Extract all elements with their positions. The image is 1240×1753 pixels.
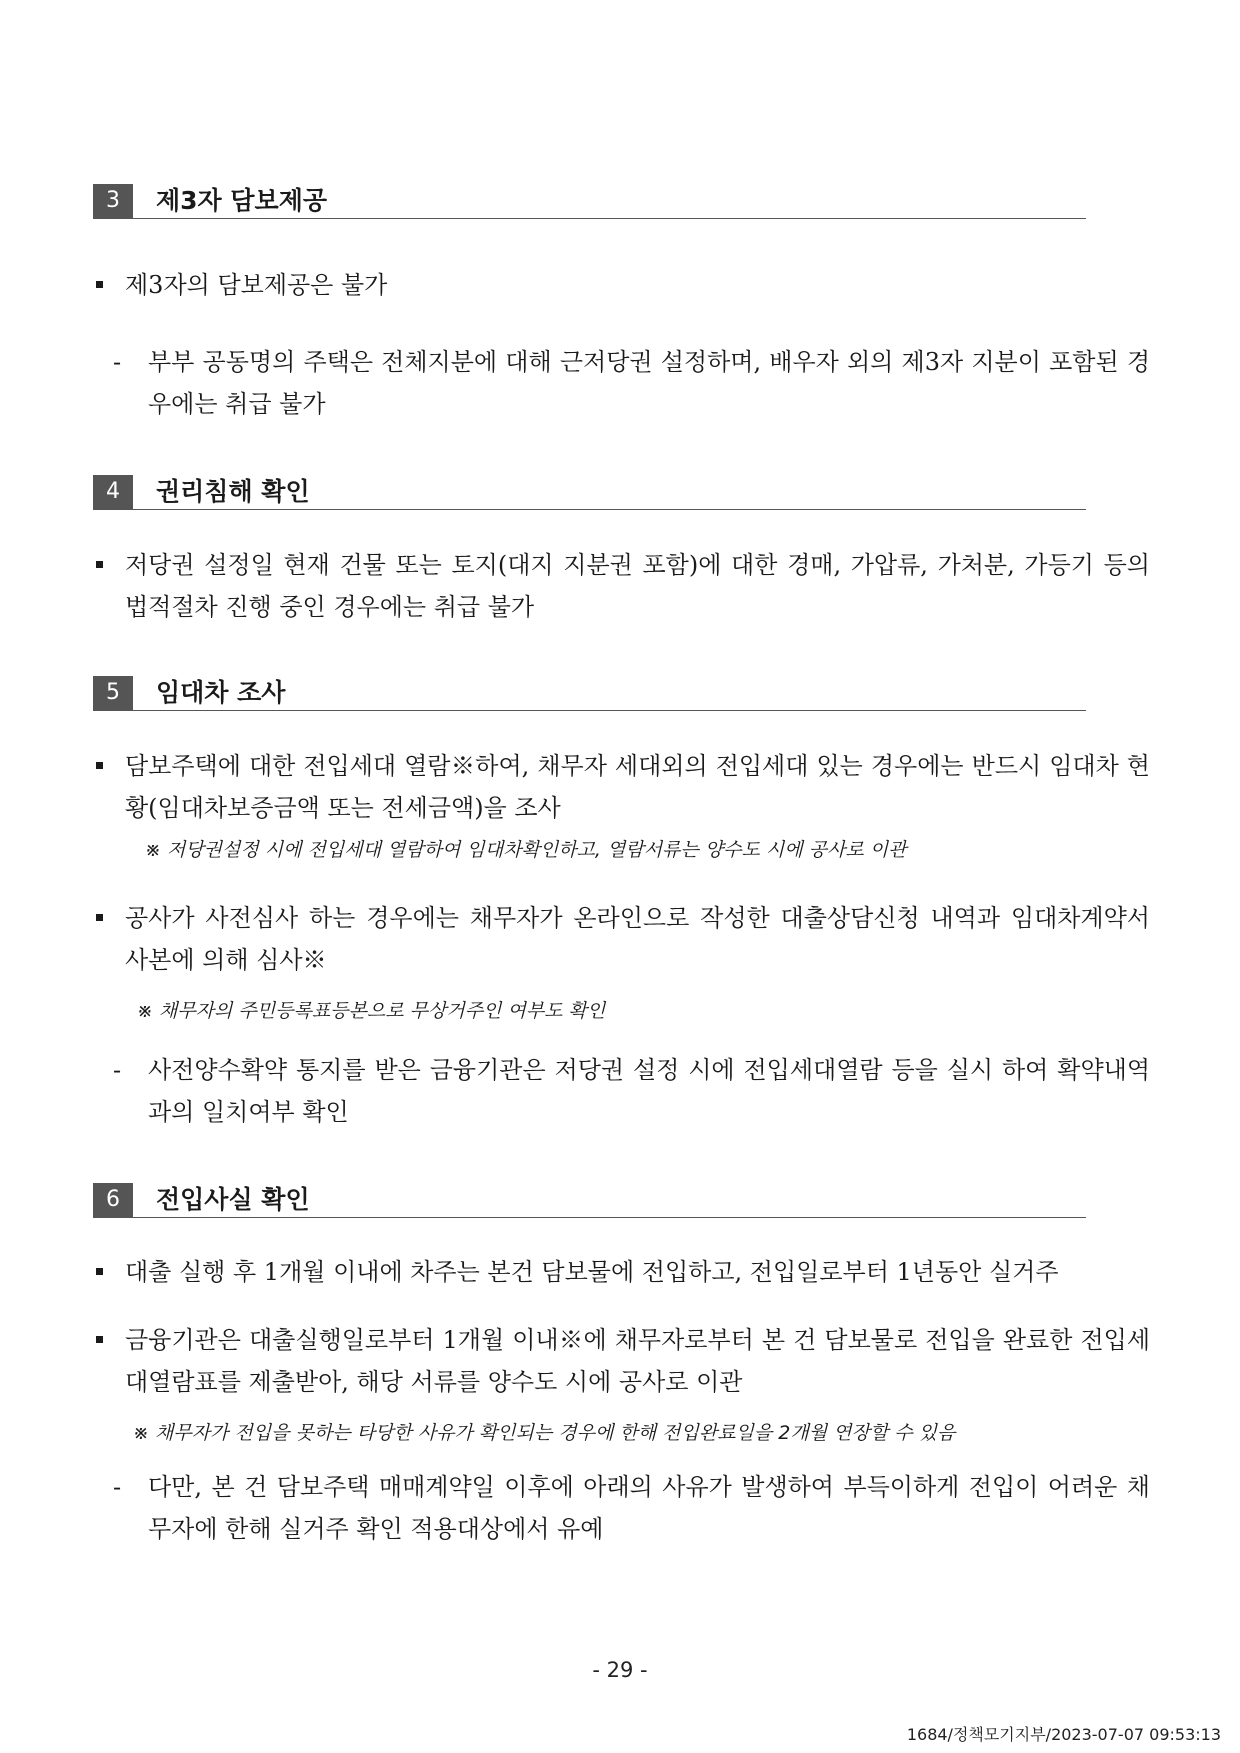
bullet-text: 대출 실행 후 1개월 이내에 차주는 본건 담보물에 전입하고, 전입일로부터 1년동안 실거주 [125, 1258, 1059, 1286]
bullet-item [96, 1251, 1150, 1293]
section-number: 6 [93, 1183, 133, 1217]
section-number: 5 [93, 676, 133, 710]
section-heading-6 [93, 1183, 1086, 1218]
square-bullet-icon [96, 1268, 103, 1275]
section-number: 3 [93, 184, 133, 218]
dash-marker: - [113, 348, 122, 376]
dash-marker: - [113, 1056, 122, 1084]
footnote: ※ 채무자의 주민등록표등본으로 무상거주인 여부도 확인 [137, 1000, 606, 1022]
section-number: 4 [93, 475, 133, 509]
bullet-item [96, 1319, 1150, 1403]
dash-text: 다만, 본 건 담보주택 매매계약일 이후에 아래의 사유가 발생하여 부득이하게 전입이 어려운 채무자에 한해 실거주 확인 적용대상에서 유예 [148, 1473, 1150, 1543]
footnote: ※ 저당권설정 시에 전입세대 열람하여 임대차확인하고, 열람서류는 양수도 시에 공사로 이관 [145, 839, 907, 861]
bullet-item [96, 897, 1150, 981]
section-heading-4 [93, 475, 1086, 510]
section-title: 권리침해 확인 [156, 477, 310, 506]
print-stamp: 1684/정책모기지부/2023-07-07 09:53:13 [906, 1725, 1221, 1744]
section-title: 임대차 조사 [156, 678, 286, 707]
bullet-text: 담보주택에 대한 전입세대 열람※하여, 채무자 세대외의 전입세대 있는 경우에는 반드시 임대차 현황(임대차보증금액 또는 전세금액)을 조사 [125, 752, 1150, 822]
bullet-item [96, 264, 1150, 306]
section-heading-3 [93, 184, 1086, 219]
bullet-item [96, 544, 1150, 628]
bullet-item [96, 745, 1150, 829]
dash-item [113, 341, 1150, 425]
bullet-text: 금융기관은 대출실행일로부터 1개월 이내※에 채무자로부터 본 건 담보물로 전입을 완료한 전입세대열람표를 제출받아, 해당 서류를 양수도 시에 공사로 이관 [125, 1326, 1150, 1396]
dash-marker: - [113, 1473, 122, 1501]
section-heading-5 [93, 676, 1086, 711]
square-bullet-icon [96, 281, 103, 288]
bullet-text: 저당권 설정일 현재 건물 또는 토지(대지 지분권 포함)에 대한 경매, 가압류, 가처분, 가등기 등의 법적절차 진행 중인 경우에는 취급 불가 [125, 551, 1150, 621]
footnote: ※ 채무자가 전입을 못하는 타당한 사유가 확인되는 경우에 한해 전입완료일을 2개월 연장할 수 있음 [133, 1422, 956, 1444]
square-bullet-icon [96, 914, 103, 921]
section-title: 전입사실 확인 [156, 1185, 310, 1214]
square-bullet-icon [96, 1336, 103, 1343]
square-bullet-icon [96, 762, 103, 769]
dash-text: 사전양수확약 통지를 받은 금융기관은 저당권 설정 시에 전입세대열람 등을 실시 하여 확약내역과의 일치여부 확인 [148, 1056, 1150, 1126]
section-title: 제3자 담보제공 [156, 186, 327, 215]
page-number: - 29 - [592, 1658, 648, 1682]
dash-item [113, 1049, 1150, 1133]
bullet-text: 공사가 사전심사 하는 경우에는 채무자가 온라인으로 작성한 대출상담신청 내역과 임대차계약서 사본에 의해 심사※ [125, 904, 1150, 974]
square-bullet-icon [96, 561, 103, 568]
bullet-text: 제3자의 담보제공은 불가 [125, 271, 388, 299]
dash-text: 부부 공동명의 주택은 전체지분에 대해 근저당권 설정하며, 배우자 외의 제3자 지분이 포함된 경우에는 취급 불가 [148, 348, 1150, 418]
dash-item [113, 1466, 1150, 1550]
